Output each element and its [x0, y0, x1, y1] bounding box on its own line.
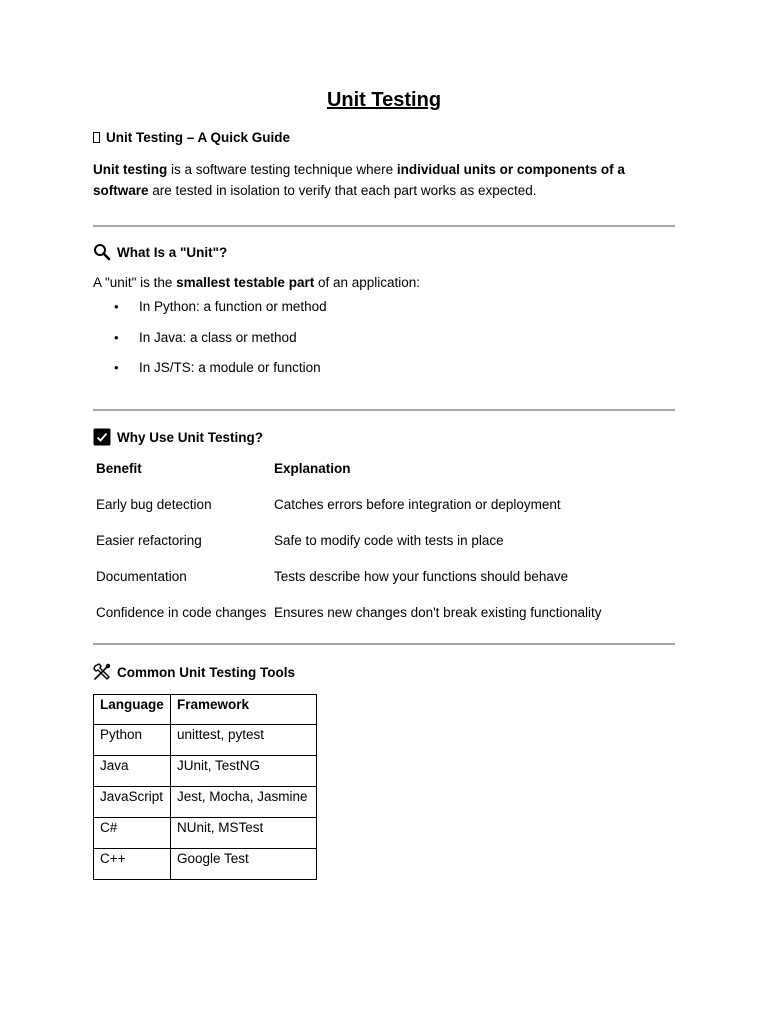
subtitle-text: Unit Testing – A Quick Guide	[106, 130, 291, 145]
table-cell: Early bug detection	[96, 497, 212, 512]
table-header-row	[94, 695, 317, 725]
intro-paragraph	[93, 159, 653, 201]
tools-table	[93, 694, 317, 880]
section-heading-unit	[93, 243, 227, 261]
column-header: Explanation	[274, 461, 351, 476]
table-cell: Ensures new changes don't break existing functionality	[274, 605, 602, 620]
section-heading-why	[93, 428, 263, 446]
table-cell: Documentation	[96, 569, 187, 584]
section-heading-tools	[93, 663, 295, 681]
intro-text-1: is a software testing technique where	[167, 162, 397, 177]
list-item: • In Java: a class or method	[93, 328, 327, 359]
divider	[93, 409, 675, 411]
unit-pre: A "unit" is the	[93, 275, 177, 290]
section-heading-text: Common Unit Testing Tools	[117, 664, 295, 680]
benefits-table	[93, 459, 602, 639]
table-row	[94, 818, 317, 849]
list-item: • In JS/TS: a module or function	[93, 358, 327, 389]
unit-list	[93, 297, 327, 389]
table-cell: Tests describe how your functions should behave	[274, 569, 569, 584]
checkbox-icon	[93, 428, 111, 446]
table-cell: Jest, Mocha, Jasmine	[171, 787, 317, 818]
page-title: Unit Testing	[326, 89, 442, 111]
table-cell: Java	[94, 756, 171, 787]
intro-bold-2: individual units or components of a software	[93, 162, 625, 198]
section-heading-text: Why Use Unit Testing?	[117, 429, 264, 445]
unit-post: of an application:	[314, 275, 421, 290]
unit-definition	[93, 275, 420, 290]
table-cell: C++	[94, 849, 171, 880]
table-cell: Safe to modify code with tests in place	[274, 533, 504, 548]
intro-bold-1: Unit testing	[93, 162, 168, 177]
column-header: Framework	[171, 695, 317, 725]
magnifier-icon	[93, 243, 111, 261]
tools-icon	[93, 663, 111, 681]
divider	[93, 643, 675, 645]
column-header: Language	[94, 695, 171, 725]
table-cell: unittest, pytest	[171, 725, 317, 756]
placeholder-glyph-icon	[93, 132, 100, 143]
table-row	[94, 787, 317, 818]
table-row	[93, 603, 602, 639]
table-cell: JavaScript	[94, 787, 171, 818]
column-header: Benefit	[96, 461, 142, 476]
table-cell: C#	[94, 818, 171, 849]
table-header-row	[93, 459, 602, 495]
divider	[93, 225, 675, 227]
table-row	[94, 849, 317, 880]
table-row	[94, 756, 317, 787]
table-cell: Confidence in code changes	[96, 605, 267, 620]
table-cell: Easier refactoring	[96, 533, 202, 548]
table-cell: NUnit, MSTest	[171, 818, 317, 849]
list-item: • In Python: a function or method	[93, 297, 327, 328]
table-cell: Catches errors before integration or deployment	[274, 497, 561, 512]
table-row	[93, 495, 602, 531]
unit-bold: smallest testable part	[176, 275, 315, 290]
subtitle	[93, 130, 290, 145]
table-cell: Google Test	[171, 849, 317, 880]
table-row	[93, 531, 602, 567]
intro-text-2: are tested in isolation to verify that each part works as expected.	[148, 183, 537, 198]
table-cell: JUnit, TestNG	[171, 756, 317, 787]
table-cell: Python	[94, 725, 171, 756]
table-row	[94, 725, 317, 756]
section-heading-text: What Is a "Unit"?	[117, 244, 228, 260]
table-row	[93, 567, 602, 603]
